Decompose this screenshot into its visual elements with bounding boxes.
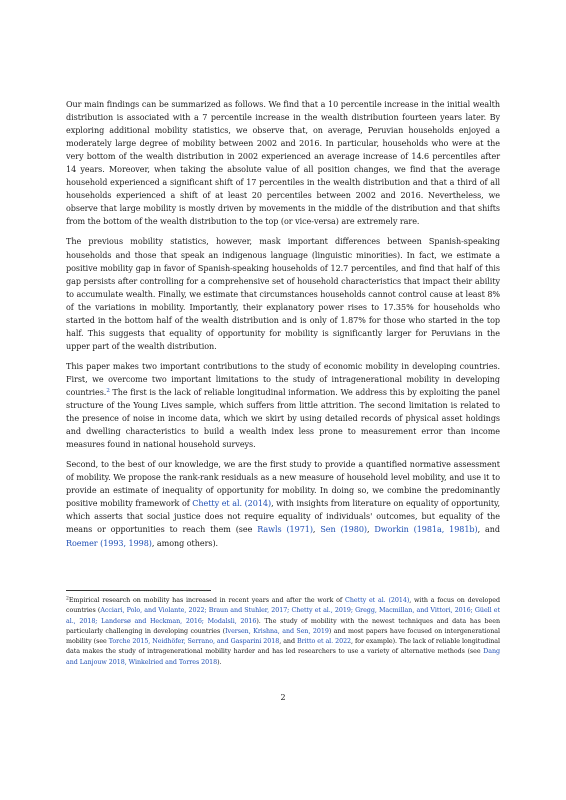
footnote-text-3: ). The study of mobility with the newest techniques and data has been particularly challenging in developing countries ( [66, 617, 500, 635]
paragraph-normative-text-4: , [367, 525, 375, 535]
citation-link-dworkin[interactable]: Dworkin (1981a, 1981b) [374, 525, 478, 535]
paragraph-mobility-gap: The previous mobility statistics, however, mask important differences between Spanish-speaking households and those that speak an indigenous language (linguistic minorities). In fact, we estimate a positive mobility gap in favor of Spanish-speaking households of 12.7 percentiles, and find that half of this gap persists after controlling for a comprehensive set of household characteristics that impact their ability to accumulate wealth. Finally, we estimate that circumstances households cannot control cause at least 8% of the variations in mobility. Importantly, their explanatory power rises to 17.35% for households who started in the bottom half of the wealth distribution and is only of 1.87% for those who started in the top half. This suggests that equality of opportunity for mobility is significantly larger for Peruvians in the upper part of the wealth distribution. [66, 237, 500, 351]
paragraph-contributions [66, 360, 500, 451]
paragraph-contributions-text-2: The first is the lack of reliable longitudinal information. We address this by exploiting the panel structure of the Young Lives sample, which suffers from little attrition. The second limitation is related to the presence of noise in income data, which we skirt by using detailed records of physical asset holdings and dwelling characteristics to build a wealth index less prone to measurement error than income measures found in national household surveys. [66, 387, 500, 450]
footnote-citation-iversen[interactable]: Iversen, Krishna, and Sen, 2019 [225, 627, 329, 635]
paragraph-normative-text-3: , [312, 525, 321, 535]
paragraph-contributions-text-1: This paper makes two important contributions to the study of economic mobility in developing countries. First, we overcome two important limitations to the study of intragenerational mobility in developing countries. [66, 361, 500, 397]
footnote-text-6: , for example). The lack of reliable longitudinal data makes the study of intragenerational mobility harder and has led researchers to use a variety of alternative methods (see [66, 638, 500, 656]
citation-link-sen[interactable]: Sen (1980) [320, 525, 367, 535]
footnote-citation-britto[interactable]: Britto et al. 2022 [296, 638, 352, 646]
paragraph-normative [66, 458, 500, 549]
footnote-citation-chetty[interactable]: Chetty et al. (2014) [345, 597, 410, 604]
footnote-text-4: ) and most papers have focused on intergenerational mobility (see [66, 627, 500, 646]
footnote-text-7: ). [217, 658, 222, 666]
paragraph-normative-text-1: Second, to the best of our knowledge, we are the first study to provide a quantified normative assessment of mobility. We propose the rank-rank residuals as a new measure of household level mobility, and use it to provide an estimate of inequality of opportunity for mobility. In doing so, we combine the predominantly positive mobility framework of [66, 460, 500, 509]
paragraph-normative-text-2: , with insights from literature on equality of opportunity, which asserts that social justice does not require equality of individuals' outcomes, but equality of the means or opportunities to reach them (see [66, 499, 500, 535]
footnote-citation-torche[interactable]: Torche 2015, Neidhöfer, Serrano, and Gasparini 2018 [108, 638, 280, 646]
footnote-text-2: , with a focus on developed countries ( [66, 597, 500, 615]
footnote-marker-2[interactable]: 2 [106, 387, 110, 394]
body-text [66, 98, 500, 557]
page-number: 2 [280, 693, 286, 702]
footnote-2 [66, 596, 500, 668]
paragraph-main-findings: Our main findings can be summarized as follows. We find that a 10 percentile increase in the initial wealth distribution is associated with a 7 percentile increase in the wealth distribution fourteen years later. By exploring additional mobility statistics, we observe that, on average, Peruvian households enjoyed a moderately large degree of mobility between 2002 and 2016. In particular, households who were at the very bottom of the wealth distribution in 2002 experienced an average increase of 14.6 percentiles after 14 years. Moreover, when taking the absolute value of all position changes, we find that the average household experienced a significant shift of 17 percentiles in the wealth distribution and that a third of all households experienced a shift of at least 20 percentiles between 2002 and 2016. Nevertheless, we observe that large mobility is mostly driven by movements in the middle of the distribution and that shifts from the bottom of the wealth distribution to the top (or vice-versa) are extremely rare. [66, 100, 500, 227]
citation-link-roemer[interactable]: Roemer (1993, 1998) [66, 538, 152, 548]
footnote-citation-dang[interactable]: Dang and Lanjouw 2018, Winkelried and Torres 2018 [66, 648, 500, 666]
paragraph-normative-text-6: , among others). [151, 538, 219, 548]
footnote-number: 2 [66, 596, 69, 602]
citation-link-chetty[interactable]: Chetty et al. (2014) [192, 499, 272, 509]
citation-link-rawls[interactable]: Rawls (1971) [257, 525, 313, 535]
paragraph-normative-text-5: , and [477, 525, 500, 535]
footnote-citation-developed[interactable]: Acciari, Polo, and Violante, 2022; Braun and Stuhler, 2017; Chetty et al., 2019; Gregg, Macmillan, and Vittori, 2016; Güell et al., 2018; Landersø and Heckman, 2016; Modalsli, 2016 [66, 607, 500, 625]
footnote-text-5: , and [279, 638, 297, 646]
footnote-text-1: Empirical research on mobility has increased in recent years and after the work of [68, 597, 346, 604]
footnote-divider [66, 590, 211, 591]
